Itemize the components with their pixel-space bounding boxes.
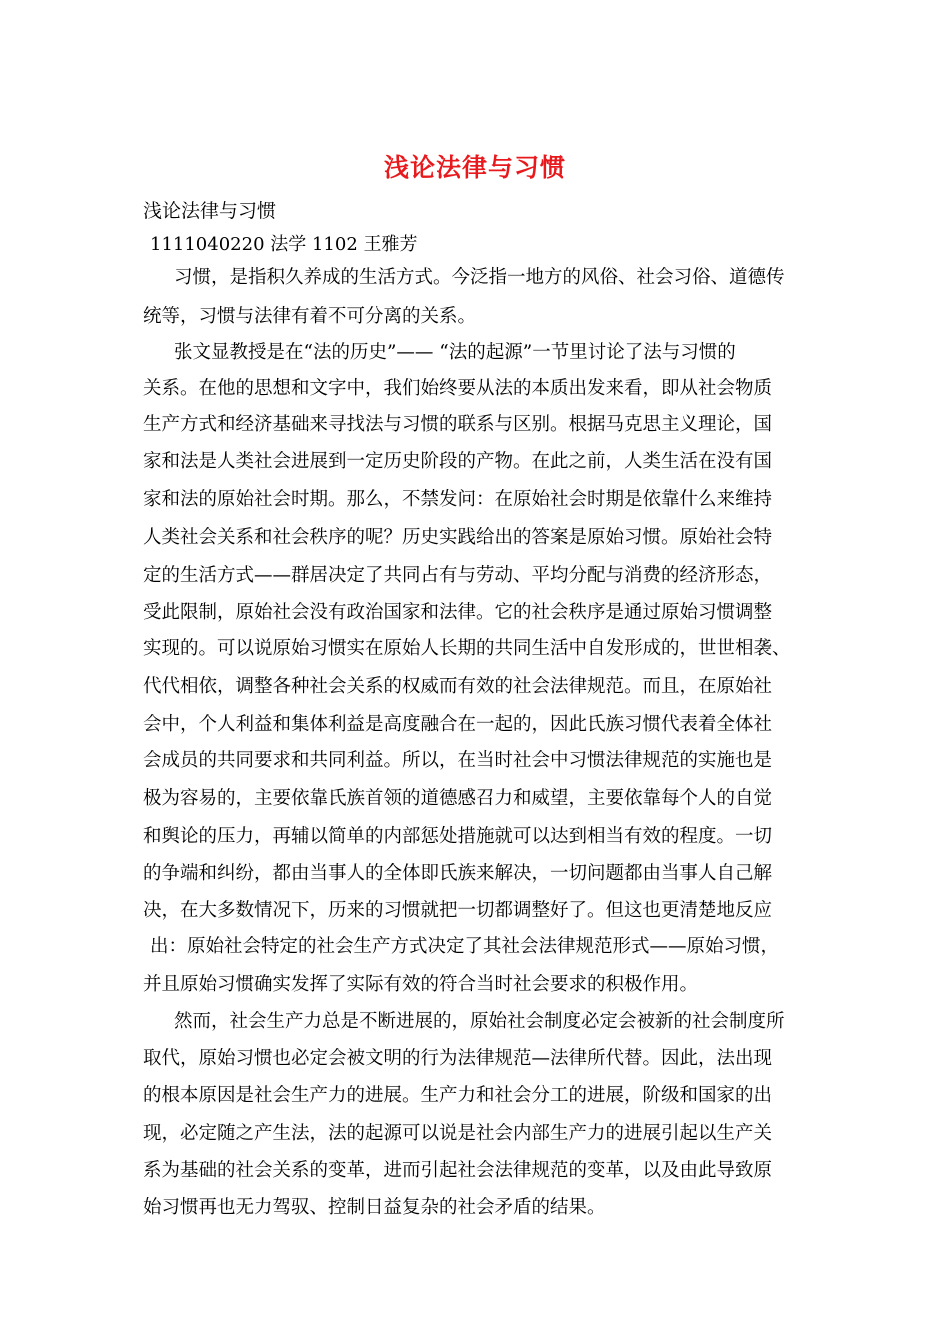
body-line: 关系。在他的思想和文字中，我们始终要从法的本质出发来看，即从社会物质: [143, 378, 773, 399]
body-line: 受此限制，原始社会没有政治国家和法律。它的社会秩序是通过原始习惯调整: [143, 602, 773, 623]
body-line: 极为容易的，主要依靠氏族首领的道德感召力和威望，主要依靠每个人的自觉: [143, 788, 773, 809]
body-line: 实现的。可以说原始习惯实在原始人长期的共同生活中自发形成的，世世相袭、: [143, 638, 791, 659]
body-line: 家和法是人类社会进展到一定历史阶段的产物。在此之前，人类生活在没有国: [143, 451, 773, 472]
body-line: 出：原始社会特定的社会生产方式决定了其社会法律规范形式——原始习惯，: [150, 936, 780, 957]
body-line: 家和法的原始社会时期。那么，不禁发问：在原始社会时期是依靠什么来维持: [143, 489, 773, 510]
body-line: 然而，社会生产力总是不断进展的，原始社会制度必定会被新的社会制度所: [174, 1011, 785, 1032]
body-line: 决，在大多数情况下，历来的习惯就把一切都调整好了。但这也更清楚地反应: [143, 900, 773, 921]
body-line: 的根本原因是社会生产力的进展。生产力和社会分工的进展，阶级和国家的出: [143, 1085, 773, 1106]
body-line: 定的生活方式——群居决定了共同占有与劳动、平均分配与消费的经济形态，: [143, 565, 773, 586]
body-line: 统等，习惯与法律有着不可分离的关系。: [143, 306, 477, 327]
document-title: 浅论法律与习惯: [383, 153, 566, 182]
body-line: 并且原始习惯确实发挥了实际有效的符合当时社会要求的积极作用。: [143, 974, 699, 995]
body-line: 习惯，是指积久养成的生活方式。今泛指一地方的风俗、社会习俗、道德传: [174, 267, 785, 288]
author-line: 1111040220 法学 1102 王雅芳: [150, 234, 418, 255]
body-line: 代代相依，调整各种社会关系的权威而有效的社会法律规范。而且，在原始社: [143, 676, 773, 697]
body-line: 人类社会关系和社会秩序的呢？历史实践给出的答案是原始习惯。原始社会特: [143, 527, 773, 548]
body-line: 取代，原始习惯也必定会被文明的行为法律规范—法律所代替。因此，法出现: [143, 1048, 773, 1069]
body-line: 和舆论的压力，再辅以简单的内部惩处措施就可以达到相当有效的程度。一切: [143, 826, 773, 847]
body-line: 会成员的共同要求和共同利益。所以，在当时社会中习惯法律规范的实施也是: [143, 750, 773, 771]
body-line: 现，必定随之产生法，法的起源可以说是社会内部生产力的进展引起以生产关: [143, 1123, 773, 1144]
document-subtitle: 浅论法律与习惯: [143, 200, 277, 222]
body-line: 的争端和纠纷，都由当事人的全体即氏族来解决，一切问题都由当事人自己解: [143, 863, 773, 884]
body-line: 生产方式和经济基础来寻找法与习惯的联系与区别。根据马克思主义理论，国: [143, 414, 773, 435]
body-line: 始习惯再也无力驾驭、控制日益复杂的社会矛盾的结果。: [143, 1197, 606, 1218]
body-line: 张文显教授是在“法的历史”—— “法的起源”一节里讨论了法与习惯的: [174, 342, 736, 363]
body-line: 会中，个人利益和集体利益是高度融合在一起的，因此氏族习惯代表着全体社: [143, 714, 773, 735]
body-line: 系为基础的社会关系的变革，进而引起社会法律规范的变革，以及由此导致原: [143, 1160, 773, 1181]
